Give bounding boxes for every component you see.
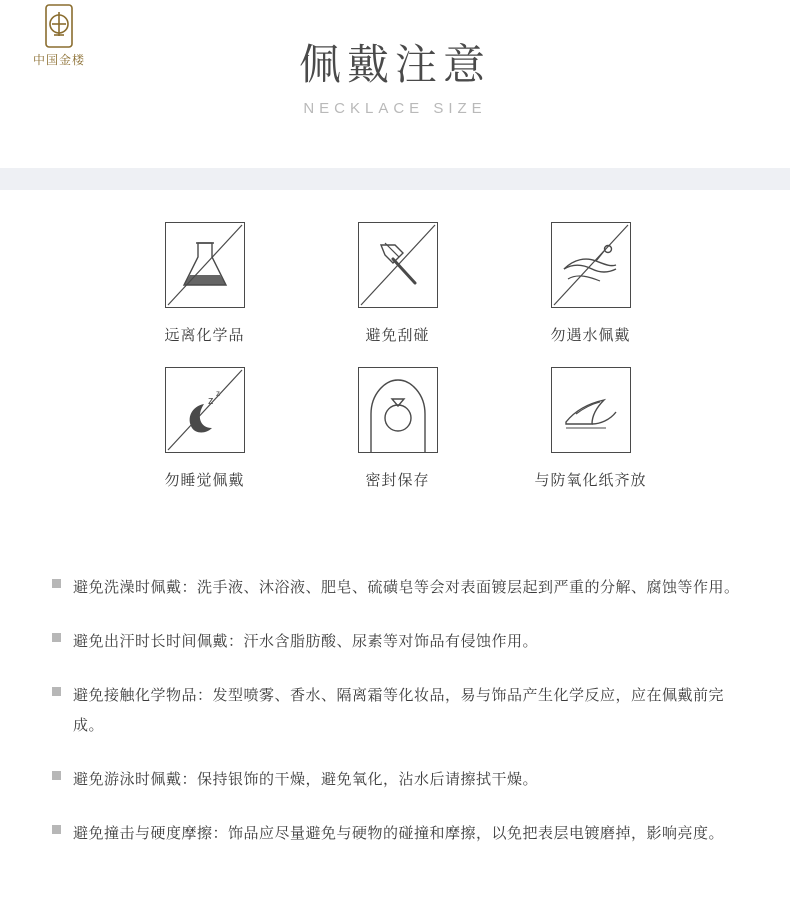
care-item [494, 222, 687, 345]
list-item [52, 680, 742, 740]
care-item-label: 勿睡觉佩戴 [164, 471, 245, 489]
care-item [301, 367, 494, 490]
care-item [108, 367, 301, 490]
care-item-label: 密封保存 [365, 471, 430, 489]
care-item-label: 远离化学品 [164, 326, 245, 344]
brand-name: 中国金楼 [32, 53, 85, 67]
care-item-label: 勿遇水佩戴 [550, 326, 631, 344]
anti-oxidation-paper-icon [551, 367, 631, 453]
page-subtitle: NECKLACE SIZE [303, 100, 487, 118]
care-item-label: 与防氧化纸齐放 [534, 471, 647, 489]
page-title: 佩戴注意 [298, 40, 491, 89]
note-text: 避免游泳时佩戴：保持银饰的干燥，避免氧化，沾水后请擦拭干燥。 [73, 770, 539, 788]
care-item [108, 222, 301, 345]
care-notes-list [52, 572, 742, 872]
svg-text:z: z [215, 389, 220, 398]
care-icon-grid [108, 222, 688, 512]
svg-text:z: z [207, 395, 213, 407]
list-item [52, 572, 742, 602]
care-item [301, 222, 494, 345]
chemical-flask-icon [165, 222, 245, 308]
note-text: 避免撞击与硬度摩擦：饰品应尽量避免与硬物的碰撞和摩擦，以免把表层电镀磨掉，影响亮度。 [73, 824, 725, 842]
bullet-icon [52, 687, 61, 696]
sleeping-moon-icon [165, 367, 245, 453]
list-item [52, 764, 742, 794]
divider-band [0, 168, 790, 190]
care-item-label: 避免刮碰 [365, 326, 430, 344]
note-text: 避免出汗时长时间佩戴：汗水含脂肪酸、尿素等对饰品有侵蚀作用。 [73, 632, 539, 650]
care-item [494, 367, 687, 490]
bullet-icon [52, 633, 61, 642]
bullet-icon [52, 771, 61, 780]
list-item [52, 626, 742, 656]
bullet-icon [52, 579, 61, 588]
note-text: 避免接触化学物品：发型喷雾、香水、隔离霜等化妆品，易与饰品产生化学反应，应在佩戴前完成。 [73, 686, 725, 734]
note-text: 避免洗澡时佩戴：洗手液、沐浴液、肥皂、硫磺皂等会对表面镀层起到严重的分解、腐蚀等作用。 [73, 578, 740, 596]
no-water-hand-icon [551, 222, 631, 308]
sealed-ring-bag-icon [358, 367, 438, 453]
list-item [52, 818, 742, 848]
hammer-scratch-icon [358, 222, 438, 308]
bullet-icon [52, 825, 61, 834]
page-header [0, 40, 790, 117]
